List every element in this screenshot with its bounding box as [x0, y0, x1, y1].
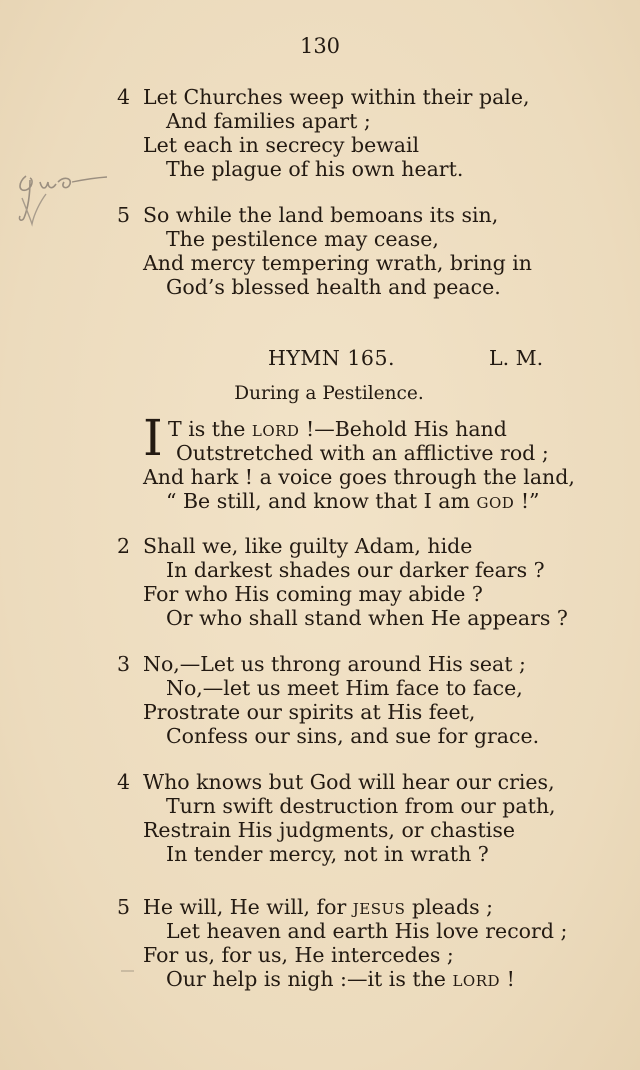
- pencil-marginalia-icon: [12, 168, 122, 228]
- verse-number: 3: [117, 652, 131, 676]
- verse-number: 4: [117, 85, 131, 109]
- verse-line: For who His coming may abide ?: [143, 582, 483, 606]
- verse-line: Let heaven and earth His love record ;: [166, 919, 568, 943]
- page-number: 130: [299, 34, 341, 58]
- verse-line: “ Be still, and know that I am GOD !”: [166, 489, 540, 513]
- verse-line: For us, for us, He intercedes ;: [143, 943, 454, 967]
- verse-line: Let Churches weep within their pale,: [143, 85, 530, 109]
- drop-cap: I: [143, 409, 163, 467]
- verse-line: And mercy tempering wrath, bring in: [143, 251, 532, 275]
- verse-line: In tender mercy, not in wrath ?: [166, 842, 489, 866]
- verse-line: God’s blessed health and peace.: [166, 275, 501, 299]
- verse-number: 5: [117, 895, 131, 919]
- hymn-subtitle: During a Pestilence.: [234, 383, 424, 404]
- hymn-meter: L. M.: [489, 346, 544, 370]
- verse-line: The pestilence may cease,: [166, 227, 439, 251]
- verse-number: 2: [117, 534, 131, 558]
- verse-line: T is the LORD !—Behold His hand: [168, 417, 507, 441]
- verse-number: 4: [117, 770, 131, 794]
- hymn-title: HYMN 165.: [268, 346, 395, 370]
- verse-line: Shall we, like guilty Adam, hide: [143, 534, 473, 558]
- verse-line: Turn swift destruction from our path,: [166, 794, 556, 818]
- verse-line: Who knows but God will hear our cries,: [143, 770, 555, 794]
- verse-line: And families apart ;: [166, 109, 371, 133]
- verse-number: 5: [117, 203, 131, 227]
- verse-line: So while the land bemoans its sin,: [143, 203, 499, 227]
- verse-line: No,—let us meet Him face to face,: [166, 676, 523, 700]
- margin-dash-icon: [120, 968, 136, 974]
- verse-line: Outstretched with an afflictive rod ;: [176, 441, 549, 465]
- verse-line: In darkest shades our darker fears ?: [166, 558, 545, 582]
- verse-line: Or who shall stand when He appears ?: [166, 606, 568, 630]
- verse-line: The plague of his own heart.: [166, 157, 464, 181]
- verse-line: Restrain His judgments, or chastise: [143, 818, 515, 842]
- verse-line: No,—Let us throng around His seat ;: [143, 652, 526, 676]
- verse-line: Confess our sins, and sue for grace.: [166, 724, 540, 748]
- verse-line: Our help is nigh :—it is the LORD !: [166, 967, 515, 991]
- verse-line: And hark ! a voice goes through the land,: [143, 465, 575, 489]
- verse-line: Prostrate our spirits at His feet,: [143, 700, 476, 724]
- verse-line: Let each in secrecy bewail: [143, 133, 420, 157]
- verse-line: He will, He will, for JESUS pleads ;: [143, 895, 494, 919]
